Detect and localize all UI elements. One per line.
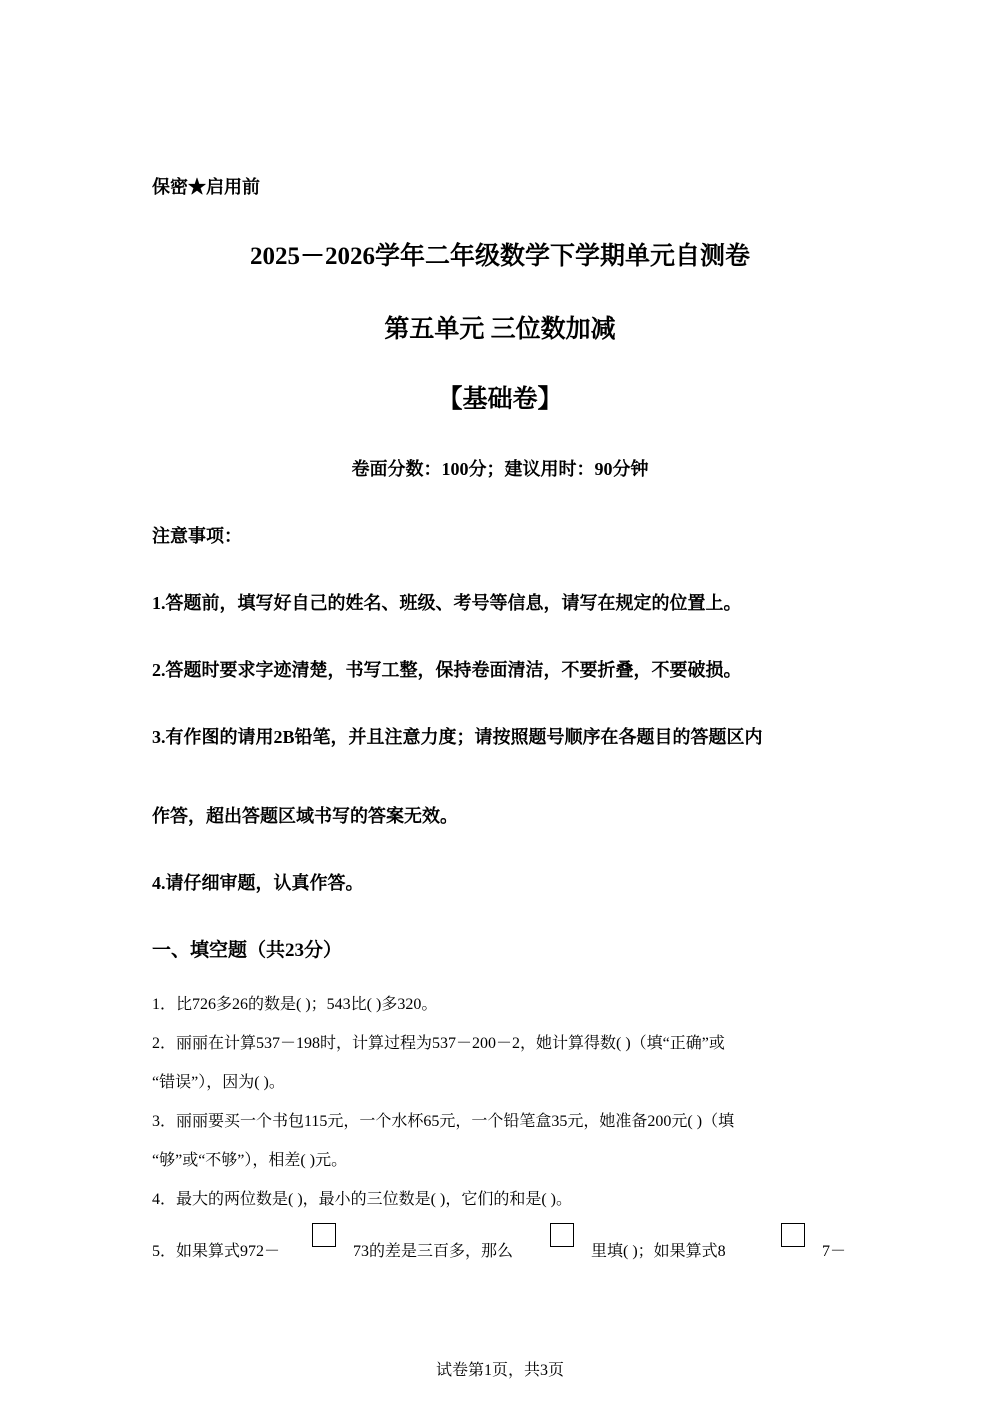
answer-box-1[interactable] [312,1223,336,1247]
question-5-part-3: 里填( )；如果算式8 [591,1243,726,1260]
question-3: 3．丽丽要买一个书包115元，一个水杯65元，一个铅笔盒35元，她准备200元( )（填 [152,1113,735,1130]
answer-box-3[interactable] [781,1223,805,1247]
notice-item-1: 1.答题前，填写好自己的姓名、班级、考号等信息，请写在规定的位置上。 [152,593,742,613]
exam-title: 2025－2026学年二年级数学下学期单元自测卷 [249,243,750,270]
notice-item-4: 4.请仔细审题，认真作答。 [152,873,364,893]
volume-label: 【基础卷】 [437,386,563,413]
unit-title: 第五单元 三位数加减 [384,316,616,343]
question-5-part-2: 73的差是三百多，那么 [353,1243,514,1260]
section-heading-fill-blank: 一、填空题（共23分） [152,940,343,961]
secret-label: 保密★启用前 [152,177,260,197]
question-4: 4．最大的两位数是( )，最小的三位数是( )，它们的和是( )。 [152,1191,572,1208]
page-footer: 试卷第1页，共3页 [435,1362,564,1379]
notice-item-2: 2.答题时要求字迹清楚，书写工整，保持卷面清洁，不要折叠，不要破损。 [152,660,742,680]
question-2-continued: “错误”），因为( )。 [152,1074,285,1091]
score-info: 卷面分数：100分；建议用时：90分钟 [351,459,649,479]
notice-heading: 注意事项： [152,526,242,546]
question-2: 2．丽丽在计算537－198时，计算过程为537－200－2，她计算得数( )（填“正确”或 [152,1035,725,1052]
question-5-part-4: 7－ [822,1243,847,1260]
question-1: 1．比726多26的数是( )；543比( )多320。 [152,996,438,1013]
notice-item-3: 3.有作图的请用2B铅笔，并且注意力度；请按照题号顺序在各题目的答题区内 [152,727,763,747]
notice-item-3-continued: 作答，超出答题区域书写的答案无效。 [152,806,458,826]
question-3-continued: “够”或“不够”），相差( )元。 [152,1152,348,1169]
answer-box-2[interactable] [550,1223,574,1247]
question-5-part-1: 5．如果算式972－ [152,1243,281,1260]
